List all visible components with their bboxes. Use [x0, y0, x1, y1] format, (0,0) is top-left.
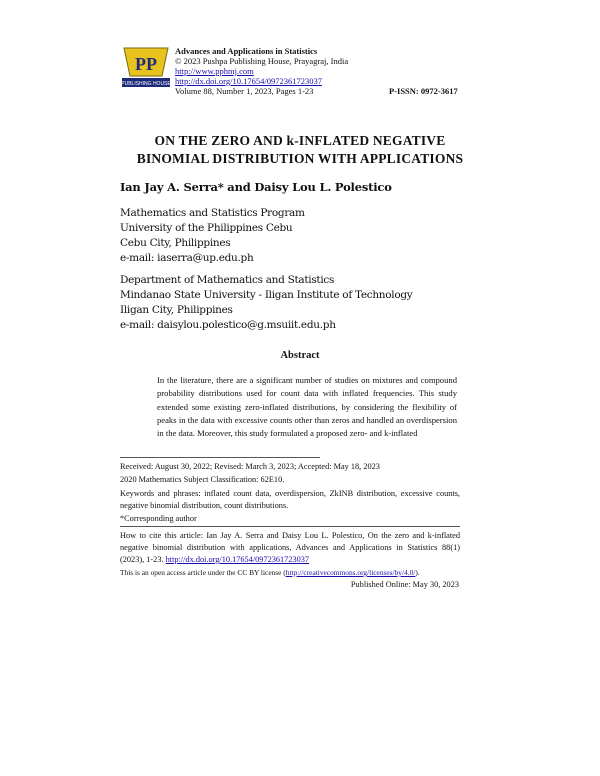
svg-text:PUBLISHING HOUSE: PUBLISHING HOUSE: [121, 81, 171, 87]
affiliation2-line3: Iligan City, Philippines: [120, 304, 233, 316]
affiliation1-line1: Mathematics and Statistics Program: [120, 207, 305, 219]
svg-text:PP: PP: [135, 54, 157, 74]
publisher-url-link[interactable]: http://www.pphmj.com: [175, 66, 254, 76]
volume-info: Volume 88, Number 1, 2023, Pages 1-23: [175, 86, 314, 96]
affiliation2-email: e-mail: daisylou.polestico@g.msuiit.edu.ph: [120, 319, 336, 331]
journal-name: Advances and Applications in Statistics: [175, 46, 318, 56]
keywords: Keywords and phrases: inflated count data, overdispersion, ZkINB distribution, excessive counts, negative binomial distribution, count distributions.: [120, 489, 460, 510]
published-online: Published Online: May 30, 2023: [350, 580, 459, 589]
copyright-line: © 2023 Pushpa Publishing House, Prayagraj, India: [175, 56, 349, 66]
citation-rule: [120, 526, 460, 527]
paper-title-line2: BINOMIAL DISTRIBUTION WITH APPLICATIONS: [136, 151, 464, 166]
corresponding-author-note: *Corresponding author: [120, 514, 197, 523]
citation-doi-link[interactable]: http://dx.doi.org/10.17654/0972361723037: [165, 555, 310, 564]
how-to-cite: [120, 530, 460, 566]
license-end: ).: [415, 568, 420, 577]
authors: Ian Jay A. Serra* and Daisy Lou L. Polestico: [120, 180, 392, 194]
affiliation2-line1: Department of Mathematics and Statistics: [120, 274, 335, 286]
affiliation1-email: e-mail: iaserra@up.edu.ph: [120, 252, 254, 264]
received-dates: Received: August 30, 2022; Revised: March 3, 2023; Accepted: May 18, 2023: [120, 462, 380, 471]
abstract-text: In the literature, there are a significant number of studies on mixtures and compound probability distributions used for count data with inflated frequencies. This study extended some existing zero-inflated distributions, by considering the flexibility of peaks in the data with excessive counts other than zeros and handled an overdispersion in the data. Moreover, this study formulated a proposed zero- and k-inflated: [157, 375, 457, 439]
doi-link[interactable]: http://dx.doi.org/10.17654/0972361723037: [175, 76, 322, 86]
msc-classification: 2020 Mathematics Subject Classification: 62E10.: [120, 475, 285, 484]
license-link[interactable]: http://creativecommons.org/licenses/by/4.0/: [285, 568, 416, 577]
license-line: [120, 567, 460, 579]
issn: P-ISSN: 0972-3617: [389, 86, 458, 96]
paper-title-line1: ON THE ZERO AND k-INFLATED NEGATIVE: [154, 133, 446, 148]
license-text: This is an open access article under the CC BY license (: [120, 568, 286, 577]
affiliation1-line3: Cebu City, Philippines: [120, 237, 231, 249]
footnote-rule: [120, 457, 320, 458]
how-to-cite-text: How to cite this article: Ian Jay A. Serra and Daisy Lou L. Polestico, On the zero and k-inflated negative binomial distribution with applications, Advances and Applications in Statistics 88(1) (2023), 1-23.: [120, 531, 460, 564]
abstract-heading: Abstract: [280, 350, 320, 361]
affiliation2-line2: Mindanao State University - Iligan Institute of Technology: [120, 289, 413, 301]
affiliation1-line2: University of the Philippines Cebu: [120, 222, 293, 234]
publisher-logo: [120, 46, 172, 92]
